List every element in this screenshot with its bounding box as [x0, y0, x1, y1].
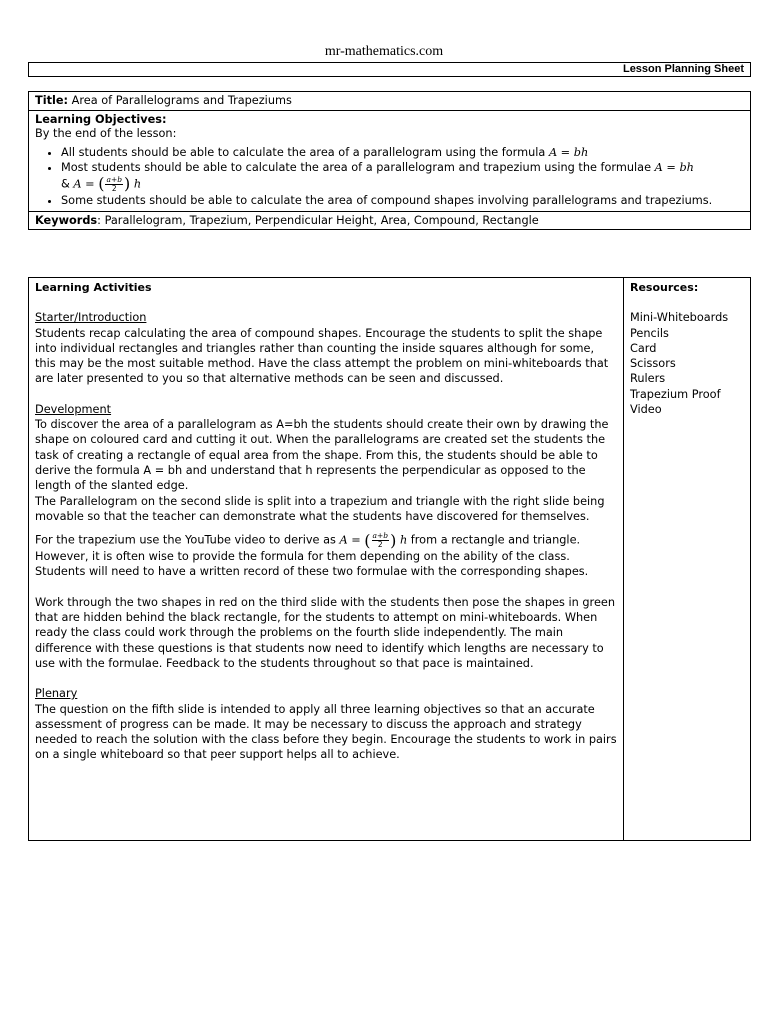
formula-lhs: A = — [339, 533, 365, 547]
formula-rhs: h — [133, 177, 142, 191]
fraction — [105, 176, 123, 193]
objectives-intro: By the end of the lesson: — [35, 127, 177, 141]
learning-activities-column — [29, 278, 624, 840]
objectives-heading: Learning Objectives: — [35, 112, 167, 126]
keywords-row — [29, 212, 750, 230]
activities-heading: Learning Activities — [35, 281, 152, 294]
fraction-denominator: 2 — [377, 540, 383, 550]
starter-text: Students recap calculating the area of compound shapes. Encourage the students to split the shape into individual rectangles and triangles rather than counting the inside squares although for some, this may be the most suitable method. Have the class attempt the problem on mini-whiteboards that are later presented to you so that alternative methods can be seen and discussed. — [35, 326, 609, 386]
resource-item: Trapezium Proof — [630, 387, 721, 401]
starter-heading: Starter/Introduction — [35, 311, 147, 325]
resources-column — [624, 278, 750, 840]
development-paragraph-formula: For the trapezium use the YouTube video to derive as A = ( $\frac{a+b}{2}$ ) h from a rectangle and triangle. However, it is often wise to provide the formula for them depending on the ability of the class. Students will need to have a written record of these two formulae with the corresponding shapes. — [35, 531, 589, 579]
resource-item: Scissors — [630, 357, 676, 371]
fraction-numerator: a+b — [106, 174, 123, 184]
fraction-denominator: 2 — [111, 183, 117, 193]
fraction-numerator: a+b — [372, 531, 389, 541]
lesson-planning-sheet-label: Lesson Planning Sheet — [28, 62, 751, 77]
development-paragraph: To discover the area of a parallelogram as A=bh the students should create their own by drawing the shape on coloured card and cutting it out. When the parallelograms are created set the students the task of creating a rectangle of equal area from the shape. From this, the students should be able to derive the formula A = bh and understand that h represents the perpendicular as opposed to the length of the slanted edge. — [35, 418, 609, 493]
formula-lhs: A = — [73, 177, 99, 191]
plenary-text: The question on the fifth slide is intended to apply all three learning objectives so that an accurate assessment of progress can be made. It may be necessary to discuss the approach and strategy needed to reach the solution with the class before they begin. Encourage the students to work in pairs on a single whiteboard so that peer support helps all to achieve. — [35, 702, 617, 762]
objective-text: Most students should be able to calculate the area of a parallelogram and trapezium using the formulae — [61, 161, 655, 175]
activities-table — [28, 277, 751, 841]
text-segment: from a rectangle and triangle. However, it is often wise to provide the formula for them depending on the ability of the class. Students will need to have a written record of these two formulae with the corresponding shapes. — [35, 533, 589, 579]
formula-joiner: & — [61, 177, 74, 191]
title-row — [29, 92, 750, 111]
resources-list — [630, 310, 744, 417]
objective-item — [61, 146, 744, 161]
objective-text: Some students should be able to calculate the area of compound shapes involving parallelograms and trapeziums. — [61, 193, 713, 207]
site-header: mr-mathematics.com — [324, 44, 444, 59]
title-label: Title: — [35, 94, 69, 107]
formula: A = bh — [548, 145, 589, 159]
objective-item — [61, 194, 744, 209]
resource-item: Video — [630, 403, 662, 417]
objectives-list — [35, 146, 744, 209]
development-paragraph: The Parallelogram on the second slide is split into a trapezium and triangle with the right slide being movable so that the teacher can demonstrate what the students have discovered for themselves. — [35, 494, 605, 523]
formula-rhs: h — [399, 533, 408, 547]
objective-text: All students should be able to calculate the area of a parallelogram using the formula — [61, 145, 549, 159]
text-segment: For the trapezium use the YouTube video to derive as — [35, 533, 340, 547]
formula: A = bh — [654, 161, 694, 175]
keywords-label: Keywords — [35, 213, 98, 227]
resource-item: Rulers — [630, 372, 666, 386]
fraction — [372, 532, 390, 549]
lesson-header-table — [28, 91, 751, 230]
objectives-row — [29, 111, 750, 212]
resource-item: Mini-Whiteboards — [630, 311, 729, 325]
resource-item: Pencils — [630, 326, 669, 340]
development-paragraph: Work through the two shapes in red on the third slide with the students then pose the shapes in green that are hidden behind the black rectangle, for the students to attempt on mini-whiteboards. When ready the class could work through the problems on the fourth slide independently. The main difference with these questions is that students now need to identify which lengths are necessary to use with the formulae. Feedback to the students throughout so that pace is maintained. — [35, 595, 616, 670]
development-heading: Development — [35, 402, 112, 416]
resources-heading: Resources: — [630, 281, 699, 294]
resource-item: Card — [630, 341, 657, 355]
keywords-text: : Parallelogram, Trapezium, Perpendicular Height, Area, Compound, Rectangle — [97, 213, 539, 227]
plenary-heading: Plenary — [35, 687, 78, 701]
title-text: Area of Parallelograms and Trapeziums — [71, 94, 292, 107]
objective-item: • Most students should be able to calculate the area of a parallelogram and trapezium using the formulae A = bh & A = ( $\frac{a+b}{2}$ ) h — [61, 161, 744, 193]
